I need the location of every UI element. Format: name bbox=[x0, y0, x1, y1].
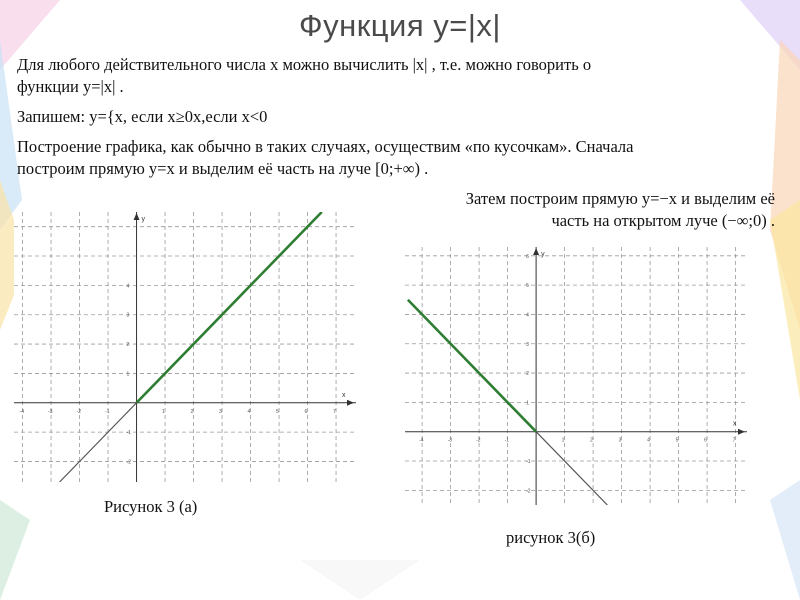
x-tick-label: 1 bbox=[561, 437, 565, 444]
series-line-thin bbox=[536, 432, 607, 505]
x-tick-label: 4 bbox=[247, 408, 251, 415]
x-tick-label: 3 bbox=[618, 437, 622, 444]
y-tick-label: -1 bbox=[126, 430, 132, 437]
y-tick-label: 4 bbox=[526, 312, 529, 319]
y-axis-label: y bbox=[541, 251, 545, 258]
y-tick-label: -2 bbox=[126, 459, 132, 466]
y-tick-label: 2 bbox=[126, 342, 130, 349]
x-tick-label: -1 bbox=[504, 437, 510, 444]
grid-lines bbox=[405, 247, 747, 505]
x-tick-label: -2 bbox=[76, 408, 82, 415]
x-axis-arrow bbox=[347, 400, 354, 406]
figure-a bbox=[14, 212, 356, 482]
y-tick-label: 2 bbox=[526, 371, 529, 378]
caption-figure-a: Рисунок 3 (а) bbox=[104, 497, 198, 516]
paragraph-intro-line2: функции y=|x| . bbox=[17, 77, 124, 96]
paragraph-then-line1: Затем построим прямую y=−x и выделим её bbox=[465, 189, 775, 208]
x-axis-label: x bbox=[733, 420, 737, 428]
grid-lines bbox=[14, 212, 356, 482]
paragraph-construction-line2: построим прямую y=x и выделим её часть на луче [0;+∞) . bbox=[17, 159, 429, 178]
y-tick-label: 1 bbox=[126, 371, 130, 378]
x-tick-label: -3 bbox=[447, 437, 453, 444]
x-tick-label: 1 bbox=[162, 408, 165, 415]
y-axis-label: y bbox=[141, 216, 146, 223]
x-tick-label: 7 bbox=[333, 408, 336, 415]
y-tick-label: -2 bbox=[526, 488, 531, 495]
x-tick-label: -4 bbox=[419, 437, 424, 444]
caption-figure-b: рисунок 3(б) bbox=[506, 528, 596, 547]
x-tick-label: -4 bbox=[19, 408, 25, 415]
series-line-highlighted bbox=[137, 212, 322, 403]
y-axis-arrow bbox=[533, 248, 539, 255]
chart-b bbox=[405, 247, 747, 505]
paragraph-intro-line1: Для любого действительного числа x можно вычислить |x| , т.е. можно говорить о bbox=[17, 55, 592, 74]
y-tick-label: -1 bbox=[526, 459, 531, 466]
series-line-highlighted bbox=[408, 300, 536, 432]
x-tick-label: -1 bbox=[105, 408, 110, 415]
y-tick-label: 5 bbox=[526, 283, 529, 290]
x-tick-label: -3 bbox=[48, 408, 53, 415]
paragraph-construction-line1: Построение графика, как обычно в таких случаях, осуществим «по кусочкам». Сначала bbox=[17, 137, 634, 156]
paragraph-then-line2: часть на открытом луче (−∞;0) . bbox=[551, 211, 775, 230]
y-axis-arrow bbox=[134, 213, 140, 220]
y-tick-label: 4 bbox=[126, 283, 130, 290]
y-tick-label: 3 bbox=[126, 312, 130, 319]
series-line-thin bbox=[60, 403, 137, 482]
x-tick-label: 2 bbox=[590, 437, 593, 444]
chart-a bbox=[14, 212, 356, 482]
x-tick-label: 5 bbox=[675, 437, 679, 444]
y-tick-label: 3 bbox=[526, 341, 529, 348]
x-axis-arrow bbox=[738, 429, 745, 435]
x-tick-label: 6 bbox=[704, 437, 707, 444]
x-tick-label: 2 bbox=[190, 408, 194, 415]
paragraph-formula: Запишем: y={x, если x≥0x,если x<0 bbox=[17, 107, 268, 126]
x-tick-label: -2 bbox=[476, 437, 481, 444]
x-tick-label: 6 bbox=[304, 408, 308, 415]
x-tick-label: 4 bbox=[647, 437, 650, 444]
x-tick-label: 7 bbox=[732, 437, 736, 444]
x-axis-label: x bbox=[342, 391, 346, 399]
slide-title: Функция y=|x| bbox=[299, 8, 501, 43]
x-tick-label: 5 bbox=[276, 408, 279, 415]
y-tick-label: 6 bbox=[526, 253, 529, 260]
x-tick-label: 3 bbox=[219, 408, 222, 415]
figure-b bbox=[405, 247, 747, 505]
y-tick-label: 1 bbox=[526, 400, 529, 407]
